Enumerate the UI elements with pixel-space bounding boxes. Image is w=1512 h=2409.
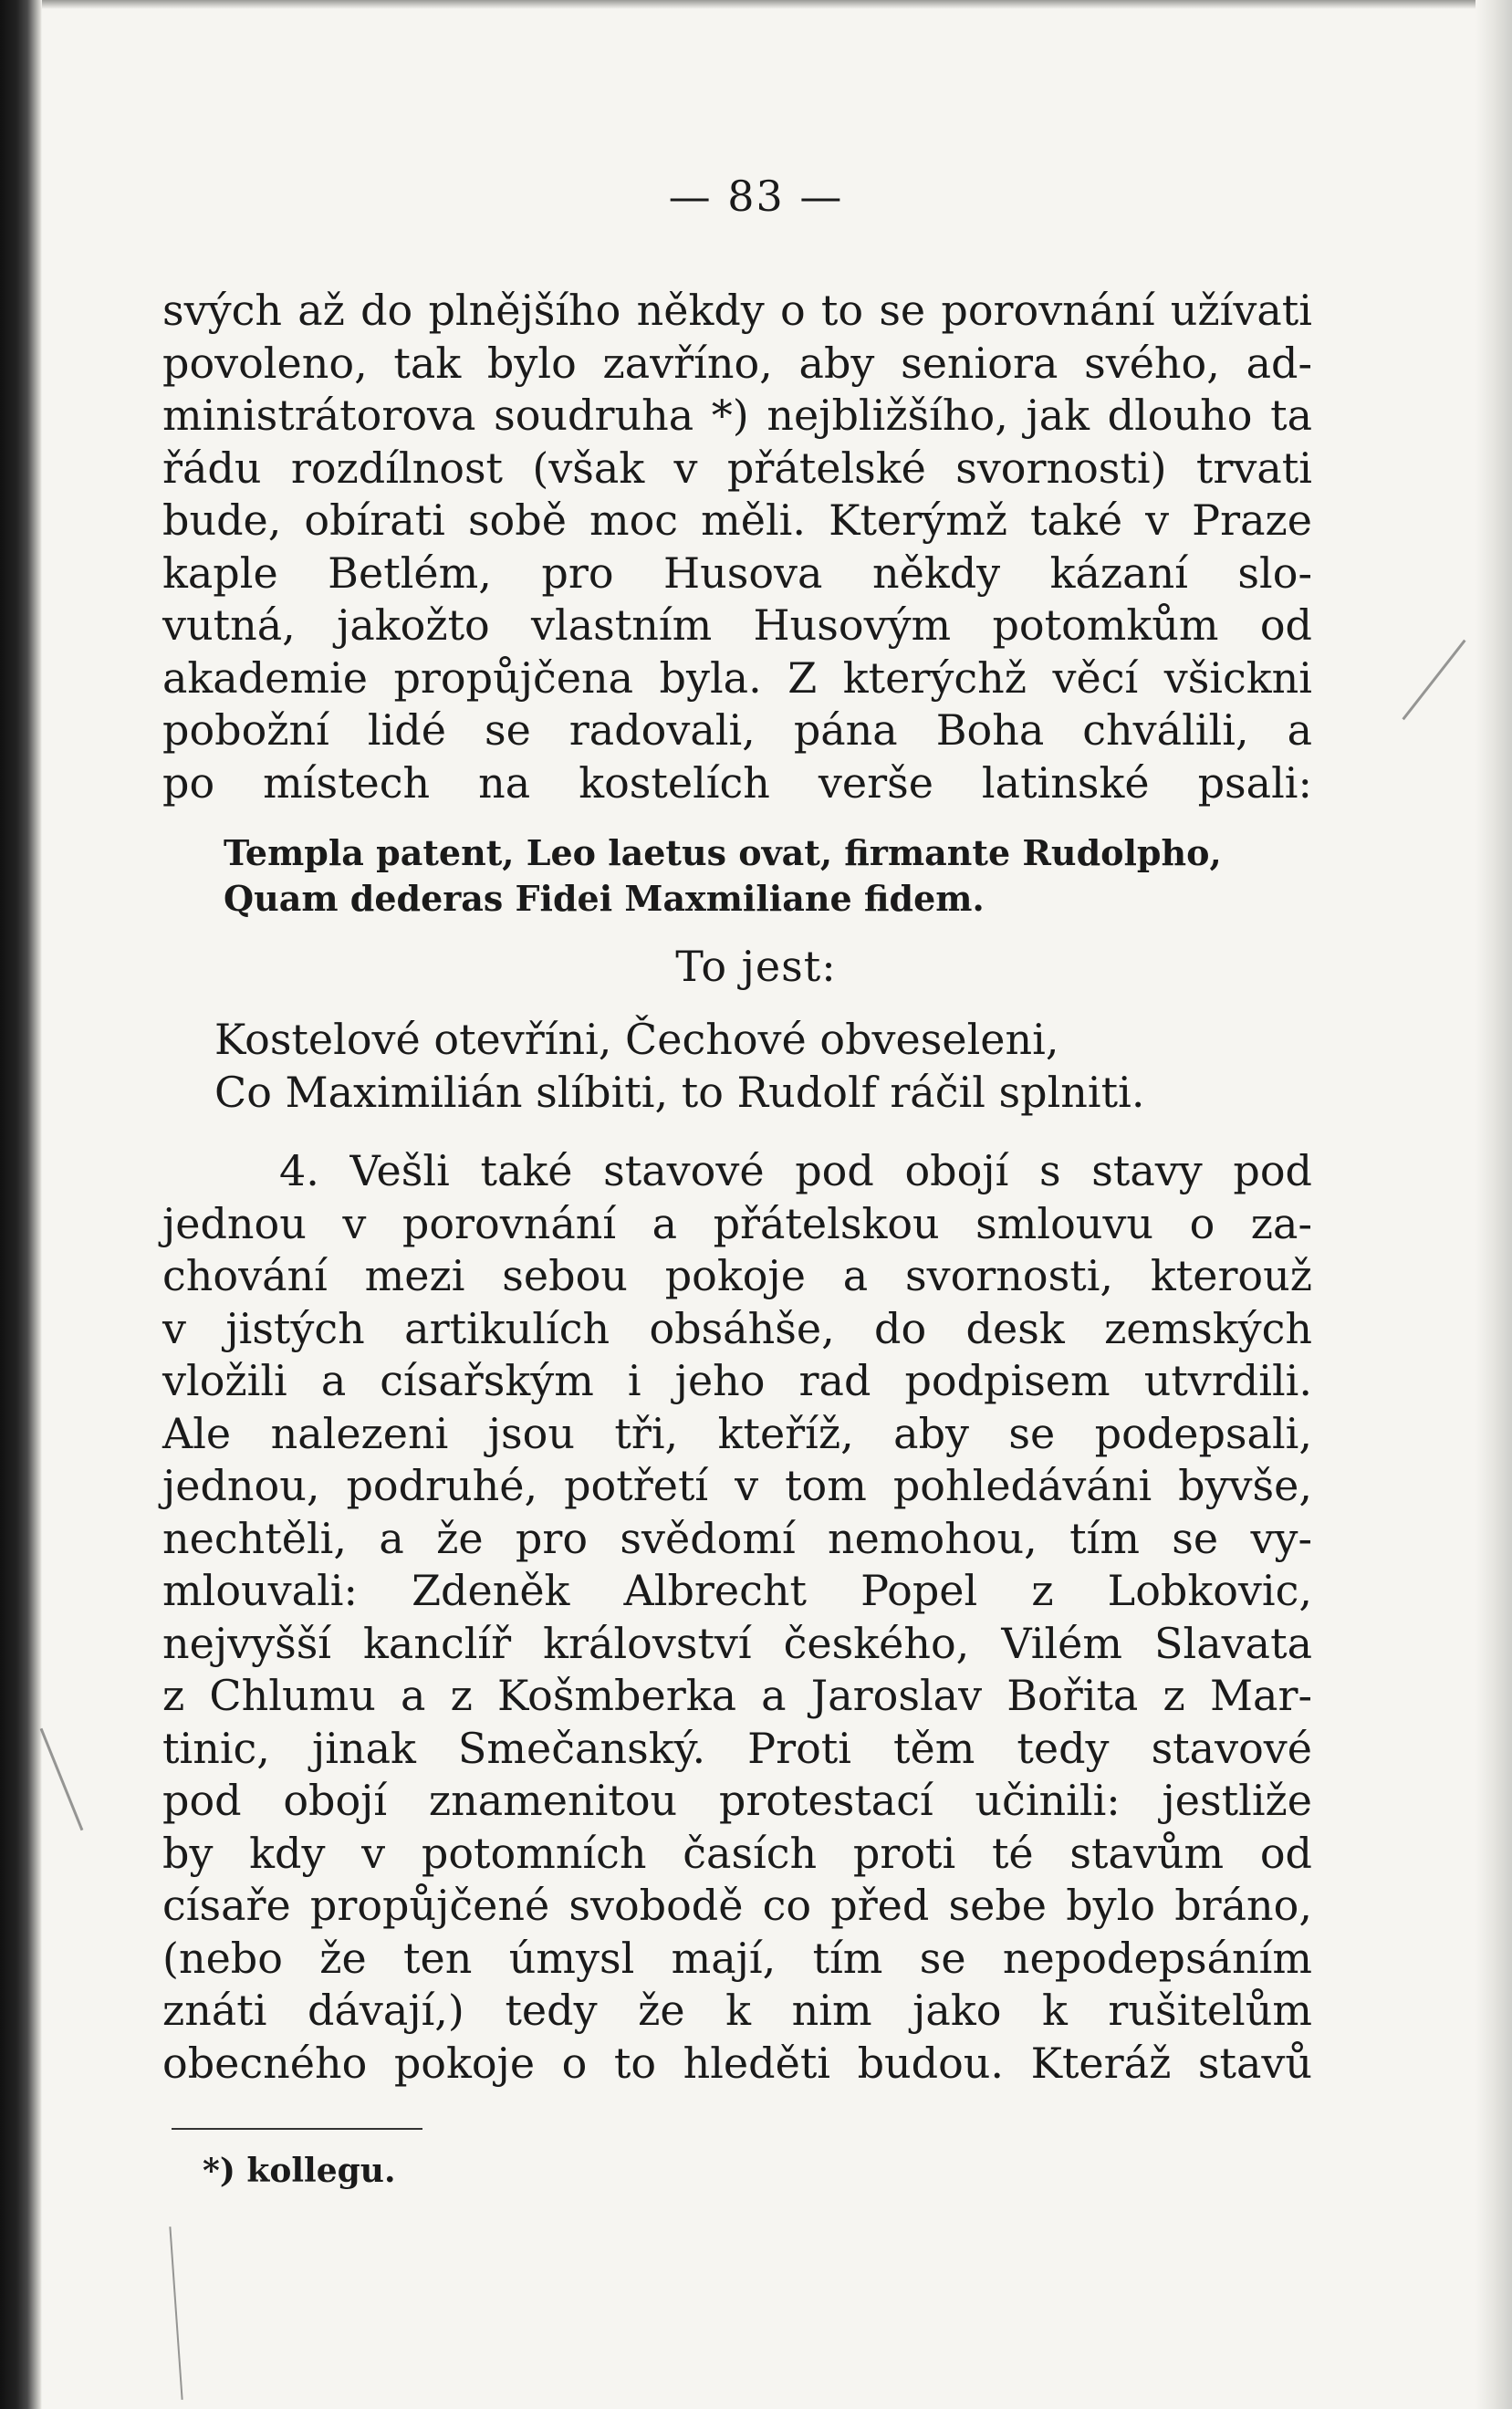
paragraph-1-line: po místech na kostelích verše latinské psali: <box>162 757 1312 808</box>
paragraph-2-line: obecného pokoje o to hleděti budou. Kteráž stavů <box>162 2038 1312 2088</box>
paragraph-2-line: 4. Vešli také stavové pod obojí s stavy pod <box>279 1146 1312 1195</box>
paragraph-1-line: akademie propůjčena byla. Z kterýchž věcí všickni <box>162 652 1312 703</box>
paragraph-1-line: pobožní lidé se radovali, pána Boha chválili, a <box>162 705 1312 755</box>
paragraph-2-line: císaře propůjčené svobodě co před sebe bylo bráno, <box>162 1881 1312 1930</box>
paragraph-2 <box>162 1145 1312 2090</box>
page-binding-edge <box>0 0 42 2409</box>
paragraph-2-line: nechtěli, a že pro svědomí nemohou, tím se vy- <box>162 1513 1312 1563</box>
paragraph-2-line: Ale nalezeni jsou tři, kteříž, aby se podepsali, <box>162 1408 1312 1458</box>
paragraph-1-line: bude, obírati sobě moc měli. Kterýmž také v Praze <box>162 495 1312 545</box>
czech-verse-line: Kostelové otevříni, Čechové obveseleni, <box>214 1015 1059 1064</box>
paragraph-2-line: (nebo že ten úmysl mají, tím se nepodepsáním <box>162 1933 1312 1983</box>
margin-pencil-mark <box>1402 640 1465 721</box>
paragraph-2-line: chování mezi sebou pokoje a svornosti, kterouž <box>162 1251 1312 1300</box>
latin-verse <box>224 830 1319 922</box>
paragraph-1 <box>162 285 1312 809</box>
paragraph-2-line: z Chlumu a z Košmberka a Jaroslav Bořita z Mar- <box>162 1671 1312 1720</box>
paragraph-2-line: znáti dávají,) tedy že k nim jako k rušitelům <box>162 1986 1312 2035</box>
paragraph-1-line: vutná, jakožto vlastním Husovým potomkům od <box>162 600 1312 650</box>
paragraph-2-line: jednou v porovnání a přátelskou smlouvu o za- <box>162 1198 1312 1248</box>
page-right-edge <box>1476 0 1512 2409</box>
page-number: — 83 — <box>668 172 844 221</box>
czech-verse-line: Co Maximilián slíbiti, to Rudolf ráčil splniti. <box>214 1068 1145 1117</box>
paragraph-2-line: by kdy v potomních časích proti té stavům od <box>162 1828 1312 1878</box>
czech-verse <box>214 1013 1355 1119</box>
paragraph-1-line: povoleno, tak bylo zavříno, aby seniora svého, ad- <box>162 338 1312 388</box>
paragraph-1-line: svých až do plnějšího někdy o to se porovnání užívati <box>162 286 1312 335</box>
margin-pencil-mark <box>40 1728 84 1830</box>
paragraph-2-line: mlouvali: Zdeněk Albrecht Popel z Lobkovic, <box>162 1566 1312 1615</box>
page-top-edge <box>0 0 1512 9</box>
to-jest-heading: To jest: <box>675 942 837 991</box>
paragraph-2-line: pod obojí znamenitou protestací učinili: jestliže <box>162 1776 1312 1825</box>
paragraph-2-line: nejvyšší kanclíř království českého, Vilém Slavata <box>162 1618 1312 1668</box>
footnote: *) kollegu. <box>203 2152 396 2190</box>
paragraph-2-line: jednou, podruhé, potřetí v tom pohledáváni byvše, <box>162 1461 1312 1510</box>
margin-pencil-mark <box>169 2226 182 2400</box>
paragraph-2-line: tinic, jinak Smečanský. Proti těm tedy stavové <box>162 1723 1312 1773</box>
paragraph-2-line: v jistých artikulích obsáhše, do desk zemských <box>162 1303 1312 1353</box>
latin-verse-line: Templa patent, Leo laetus ovat, firmante Rudolpho, <box>224 832 1222 873</box>
paragraph-1-line: ministrátorova soudruha *) nejbližšího, jak dlouho ta <box>162 391 1312 440</box>
paragraph-2-line: vložili a císařským i jeho rad podpisem utvrdili. <box>162 1356 1312 1405</box>
latin-verse-line: Quam dederas Fidei Maxmiliane fidem. <box>224 878 985 919</box>
paragraph-1-line: řádu rozdílnost (však v přátelské svornosti) trvati <box>162 443 1312 493</box>
footnote-rule <box>172 2128 422 2130</box>
paragraph-1-line: kaple Betlém, pro Husova někdy kázaní slo- <box>162 548 1312 598</box>
